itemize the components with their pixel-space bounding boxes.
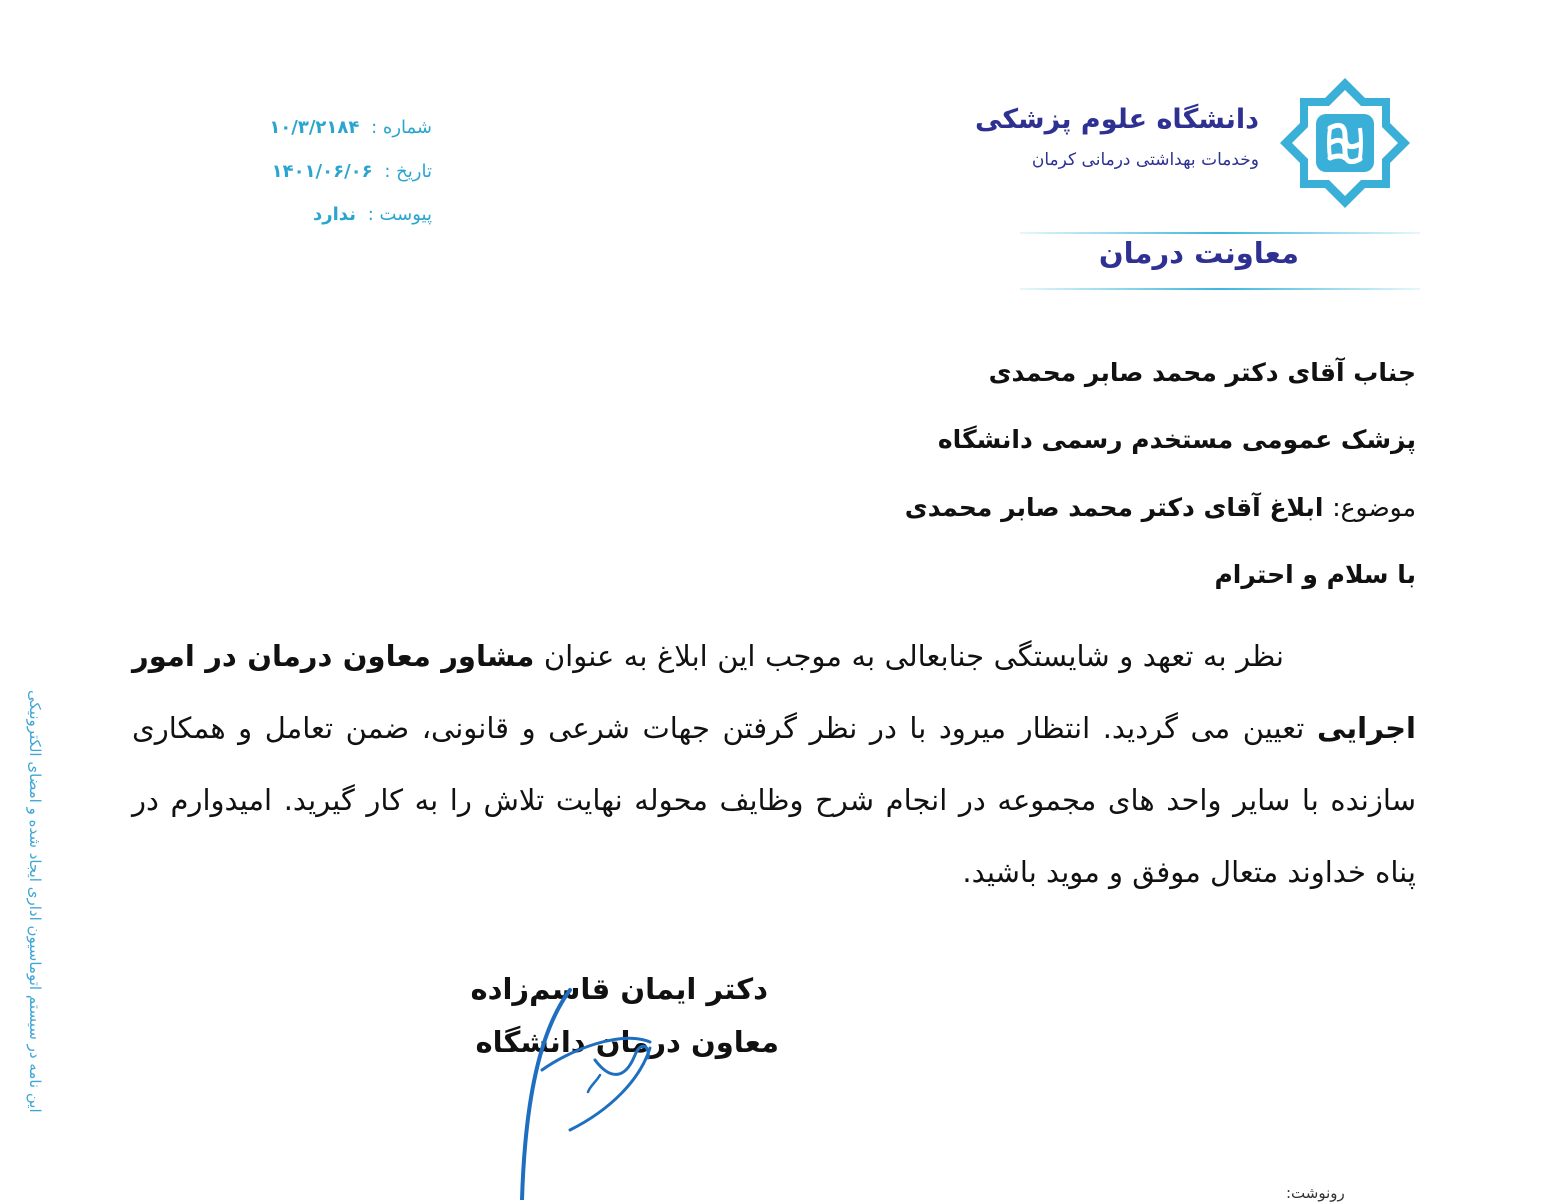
addressee-name: جناب آقای دکتر محمد صابر محمدی [988, 358, 1416, 387]
university-name: دانشگاه علوم پزشکی [975, 104, 1259, 135]
body-bold-title: مشاور معاون درمان در امور اجرایی [132, 639, 1416, 745]
body-part-1: نظر به تعهد و شایستگی جنابعالی به موجب این ابلاغ به عنوان [534, 639, 1284, 673]
header-divider-bottom [1020, 288, 1420, 290]
university-logo [1280, 78, 1410, 208]
signatory-title: معاون درمان دانشگاه [475, 1025, 779, 1059]
subject-value: ابلاغ آقای دکتر محمد صابر محمدی [904, 493, 1324, 522]
attachment-label: پیوست : [367, 204, 432, 225]
handwritten-signature [500, 960, 680, 1200]
signatory-name: دکتر ایمان قاسم‌زاده [470, 972, 768, 1006]
subject-line [905, 493, 1416, 522]
date-label: تاریخ : [384, 161, 432, 182]
greeting: با سلام و احترام [1214, 560, 1416, 589]
department-title: معاونت درمان [1098, 236, 1299, 270]
number-value: ۱۰/۳/۲۱۸۴ [269, 117, 360, 138]
letter-attachment [313, 204, 432, 225]
subject-label: موضوع: [1332, 493, 1416, 522]
letter-body [132, 620, 1416, 908]
cc-label: رونوشت: [1286, 1184, 1345, 1202]
side-note-text: این نامه در سیستم اتوماسیون اداری ایجاد شده و امضای الکترونیکی [26, 690, 44, 1113]
date-value: ۱۴۰۱/۰۶/۰۶ [271, 161, 373, 182]
body-part-2: تعیین می گردید. انتظار میرود با در نظر گرفتن جهات شرعی و قانونی، ضمن تعامل و همکاری سازنده با سایر واحد های مجموعه در انجام شرح وظایف محوله نهایت تلاش را به کار گیرید. امیدوارم در پناه خداوند متعال موفق و موید باشید. [132, 711, 1416, 889]
letter-number [269, 117, 432, 138]
addressee-position: پزشک عمومی مستخدم رسمی دانشگاه [937, 425, 1416, 454]
number-label: شماره : [371, 117, 432, 138]
letter-date [272, 161, 432, 182]
attachment-value: ندارد [313, 204, 356, 225]
header-divider-top [1020, 232, 1420, 234]
university-subtitle: وخدمات بهداشتی درمانی کرمان [1031, 150, 1259, 170]
automation-side-note [26, 690, 66, 1200]
